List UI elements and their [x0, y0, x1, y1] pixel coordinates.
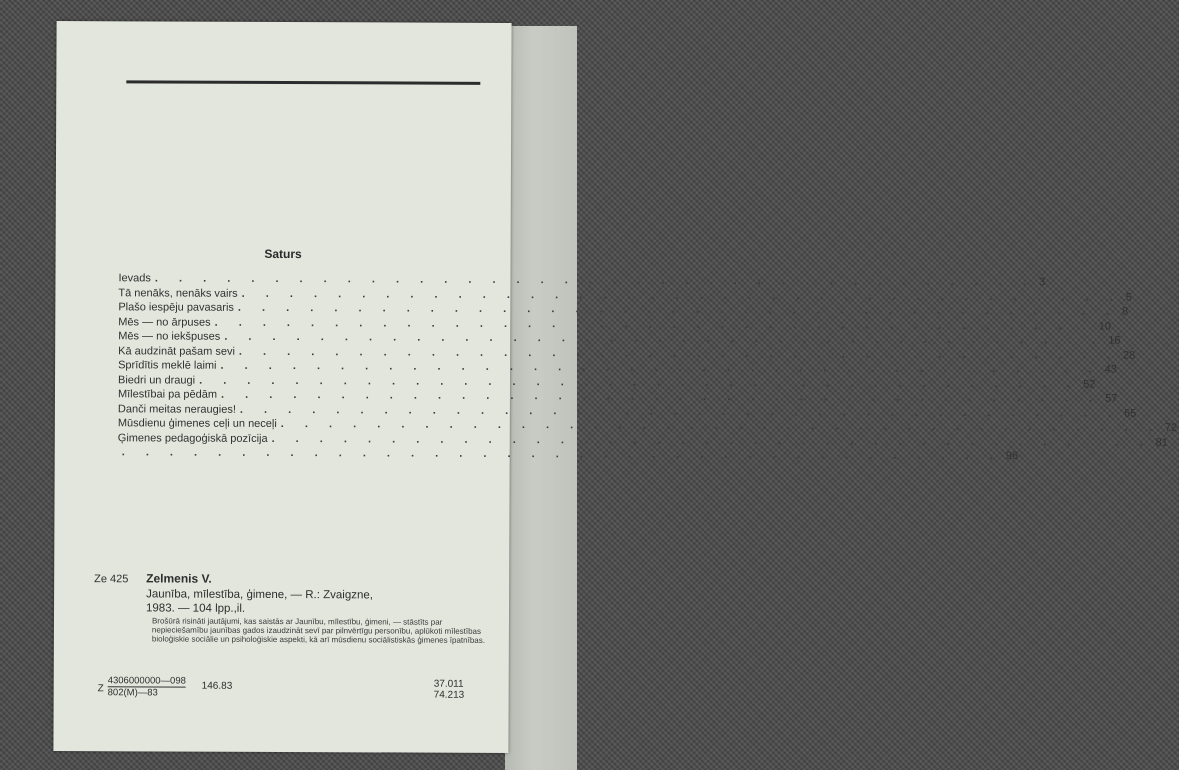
toc-entry	[118, 344, 1136, 362]
toc-leader-dots: . . . . . . . . . . . . . . . . . . . . . . . . . . . . . . . . . . . . .	[214, 316, 1095, 333]
toc-entry	[118, 300, 1129, 318]
toc-entry-page: 65	[1123, 407, 1137, 420]
toc-entry-page: 8	[1121, 305, 1129, 318]
toc-entry-page: 3	[1038, 276, 1046, 289]
catalog-udk-2: 74.213	[433, 689, 465, 701]
toc-entry	[118, 445, 1019, 463]
catalog-line-1: Jaunība, mīlestība, ģimene, — R.: Zvaigzne,	[146, 588, 374, 602]
toc-entry-title: Mūsdienu ģimenes ceļi un neceļi	[117, 417, 277, 430]
toc-leader-dots: . . . . . . . . . . . . . . . . . . . . . . . . . . . . . . . . . . . . .	[239, 403, 1121, 420]
toc-entry-page: 16	[1108, 334, 1121, 347]
toc-entry	[118, 329, 1121, 347]
toc-entry-title: Mēs — no iekšpuses	[118, 330, 221, 343]
toc-leader-dots: . . . . . . . . . . . . . . . . . . . . . . . . . . . . . . . . . . . . .	[237, 301, 1119, 318]
toc-entry-title: Mīlestībai pa pēdām	[117, 388, 218, 401]
toc-entry-title: Ievads	[118, 272, 151, 285]
toc-entry-page: 72	[1164, 421, 1178, 434]
catalog-code: Ze 425	[94, 573, 129, 586]
toc-leader-dots: . . . . . . . . . . . . . . . . . . . . . . . . . . . . . . . . . . . . .	[238, 345, 1120, 362]
catalog-z-label: Z	[97, 683, 104, 695]
catalog-denominator: 802(M)—83	[107, 687, 158, 699]
toc-entry-title: Plašo iespēju pavasaris	[118, 301, 234, 314]
toc-entry-title: Danči meitas neraugies!	[117, 402, 236, 416]
toc-leader-dots: . . . . . . . . . . . . . . . . . . . . . . . . . . . . . . . . . . . . .	[221, 388, 1102, 405]
toc-entry-page: 57	[1105, 392, 1118, 405]
table-of-contents	[117, 271, 1178, 463]
catalog-line-2: 1983. — 104 lpp.,il.	[146, 602, 246, 615]
toc-leader-dots: . . . . . . . . . . . . . . . . . . . . . . . . . . . . . . . . . . . . .	[280, 417, 1161, 434]
toc-entry	[118, 271, 1046, 289]
toc-entry-page: 5	[1125, 291, 1132, 304]
top-rule	[126, 80, 480, 85]
catalog-fraction	[108, 675, 186, 698]
catalog-annotation: Brošūrā risināti jautājumi, kas saistās ar Jaunību, mīlestību, ģimeni, — stāstīts par nepieciešamību jaunības gados izaudzināt sevī par pilnvērtīgu personību, aplūkoti mīlestības bioloģiskie sociālie un psiholoģiskie aspekti, kā arī mūsdienu sociālistiskās ģimenes īpatnības.	[151, 616, 485, 645]
catalog-card	[94, 571, 485, 701]
toc-entry-page: 81	[1155, 436, 1168, 449]
toc-entry	[117, 416, 1178, 434]
toc-entry-page: 52	[1083, 377, 1096, 391]
toc-leader-dots: . . . . . . . . . . . . . . . . . . . . . . . . . . . . . . . . . . . . .	[121, 446, 1002, 463]
toc-title: Saturs	[264, 246, 302, 262]
toc-entry-title: Mēs — no ārpuses	[118, 315, 211, 329]
catalog-description	[146, 587, 492, 617]
catalog-author: Zelmenis V.	[146, 571, 212, 586]
toc-entry-page: 43	[1104, 363, 1117, 376]
catalog-udk	[434, 679, 465, 701]
toc-entry-page: 10	[1098, 320, 1111, 333]
toc-entry	[118, 286, 1132, 304]
toc-entry-title: Biedri un draugi	[118, 373, 196, 387]
toc-entry-title: Kā audzināt pašam sevi	[118, 344, 235, 358]
catalog-numerator: 4306000000—098	[107, 675, 186, 687]
toc-entry-title: Ģimenes pedagoģiskā pozīcija	[117, 431, 268, 445]
toc-entry	[118, 373, 1096, 391]
catalog-udk-1: 37.011	[433, 678, 464, 690]
book-page	[53, 21, 1178, 753]
toc-entry	[117, 387, 1118, 405]
catalog-fraction-right: 146.83	[201, 680, 233, 692]
toc-entry-page: 96	[1005, 450, 1019, 463]
toc-leader-dots: . . . . . . . . . . . . . . . . . . . . . . . . . . . . . . . . . . . . .	[154, 272, 1036, 289]
toc-leader-dots: . . . . . . . . . . . . . . . . . . . . . . . . . . . . . . . . . . . . .	[241, 287, 1122, 304]
toc-leader-dots: . . . . . . . . . . . . . . . . . . . . . . . . . . . . . . . . . . . . .	[224, 330, 1105, 347]
toc-entry	[117, 402, 1137, 420]
toc-leader-dots: . . . . . . . . . . . . . . . . . . . . . . . . . . . . . . . . . . . . .	[271, 432, 1152, 449]
toc-entry	[118, 315, 1111, 333]
toc-entry-title: Tā nenāks, nenāks vairs	[118, 286, 238, 300]
toc-leader-dots: . . . . . . . . . . . . . . . . . . . . . . . . . . . . . . . . . . . . .	[220, 359, 1101, 376]
toc-entry-page: 28	[1123, 349, 1136, 362]
toc-entry	[118, 358, 1117, 376]
toc-entry	[117, 431, 1168, 449]
toc-leader-dots: . . . . . . . . . . . . . . . . . . . . . . . . . . . . . . . . . . . . .	[199, 374, 1080, 390]
toc-entry-title: Sprīdītis meklē laimi	[118, 359, 217, 372]
